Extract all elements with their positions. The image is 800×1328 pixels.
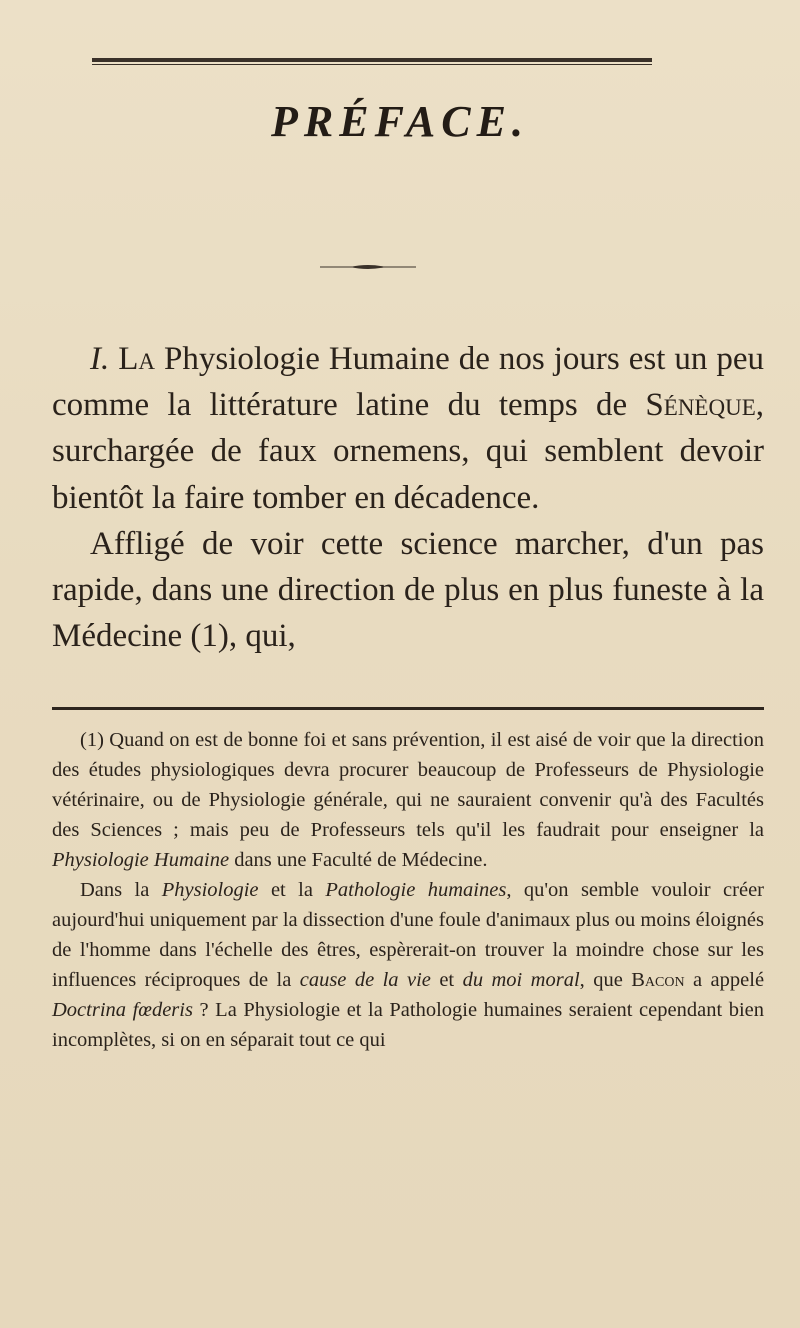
footnote-2-text-b: , qu'on semble vouloir créer aujourd'hui uniquement par la dissection d'une foule d'animaux plus ou moins éloignés de l'homme dans l'échelle des êtres, espèrerait-on trouver la moindre chose sur les influences réciproques de la xyxy=(52,879,764,991)
footnote-2-et: et la xyxy=(270,879,313,901)
footnote xyxy=(52,725,764,1055)
footnote-separator xyxy=(52,707,764,710)
footnote-paragraph-2 xyxy=(52,875,764,1055)
name-bacon: Bacon xyxy=(631,969,685,991)
name-seneque: Sénèque xyxy=(645,387,756,424)
footnote-2-et-2: et xyxy=(439,969,455,991)
page-title: PRÉFACE. xyxy=(271,97,529,146)
paragraph-1 xyxy=(52,336,764,521)
footnote-2-text-c: , que xyxy=(579,969,623,991)
top-rule-thin xyxy=(92,64,652,65)
footnote-1-italic: Physiologie Humaine xyxy=(52,849,230,871)
footnote-2-italic-3: cause de la vie xyxy=(299,969,431,991)
top-double-rule xyxy=(92,58,652,64)
top-rule-thick xyxy=(92,58,652,62)
section-number: I. xyxy=(90,341,110,377)
footnote-2-italic-5: Doctrina fœderis xyxy=(52,999,193,1021)
footnote-2-italic-1: Physiologie xyxy=(161,879,259,901)
lead-word: La xyxy=(118,341,156,377)
footnote-paragraph-1 xyxy=(52,725,764,875)
paragraph-1-text-a: Physiologie Humaine de nos jours est un peu comme la littérature latine du temps de xyxy=(52,341,764,424)
paragraph-2: Affligé de voir cette science marcher, d'un pas rapide, dans une direction de plus en plus funeste à la Médecine (1), qui, xyxy=(52,525,764,655)
footnote-1-text-b: dans une Faculté de Médecine. xyxy=(234,849,488,871)
footnote-1-text-a: (1) Quand on est de bonne foi et sans prévention, il est aisé de voir que la direction des études physiologiques devra procurer beaucoup de Professeurs de Physiologie vétérinaire, ou de Physiologie générale, qui ne sauraient convenir qu'à des Facultés des Sciences ; mais peu de Professeurs tels qu'il les faudrait pour enseigner la xyxy=(52,729,764,841)
footnote-2-text-a: Dans la xyxy=(80,879,150,901)
paragraph-1-text-b: , surchargée de faux ornemens, qui semblent devoir bientôt la faire tomber en décadence. xyxy=(52,387,765,516)
footnote-2-text-e: ? La Physiologie et la Pathologie humaines seraient cependant bien incomplètes, si on en séparait tout ce qui xyxy=(52,999,764,1051)
footnote-2-text-d: a appelé xyxy=(693,969,765,991)
title-ornament xyxy=(320,264,416,270)
footnote-2-italic-2: Pathologie humaines xyxy=(325,879,507,901)
main-text xyxy=(52,336,764,659)
footnote-2-italic-4: du moi moral xyxy=(462,969,580,991)
